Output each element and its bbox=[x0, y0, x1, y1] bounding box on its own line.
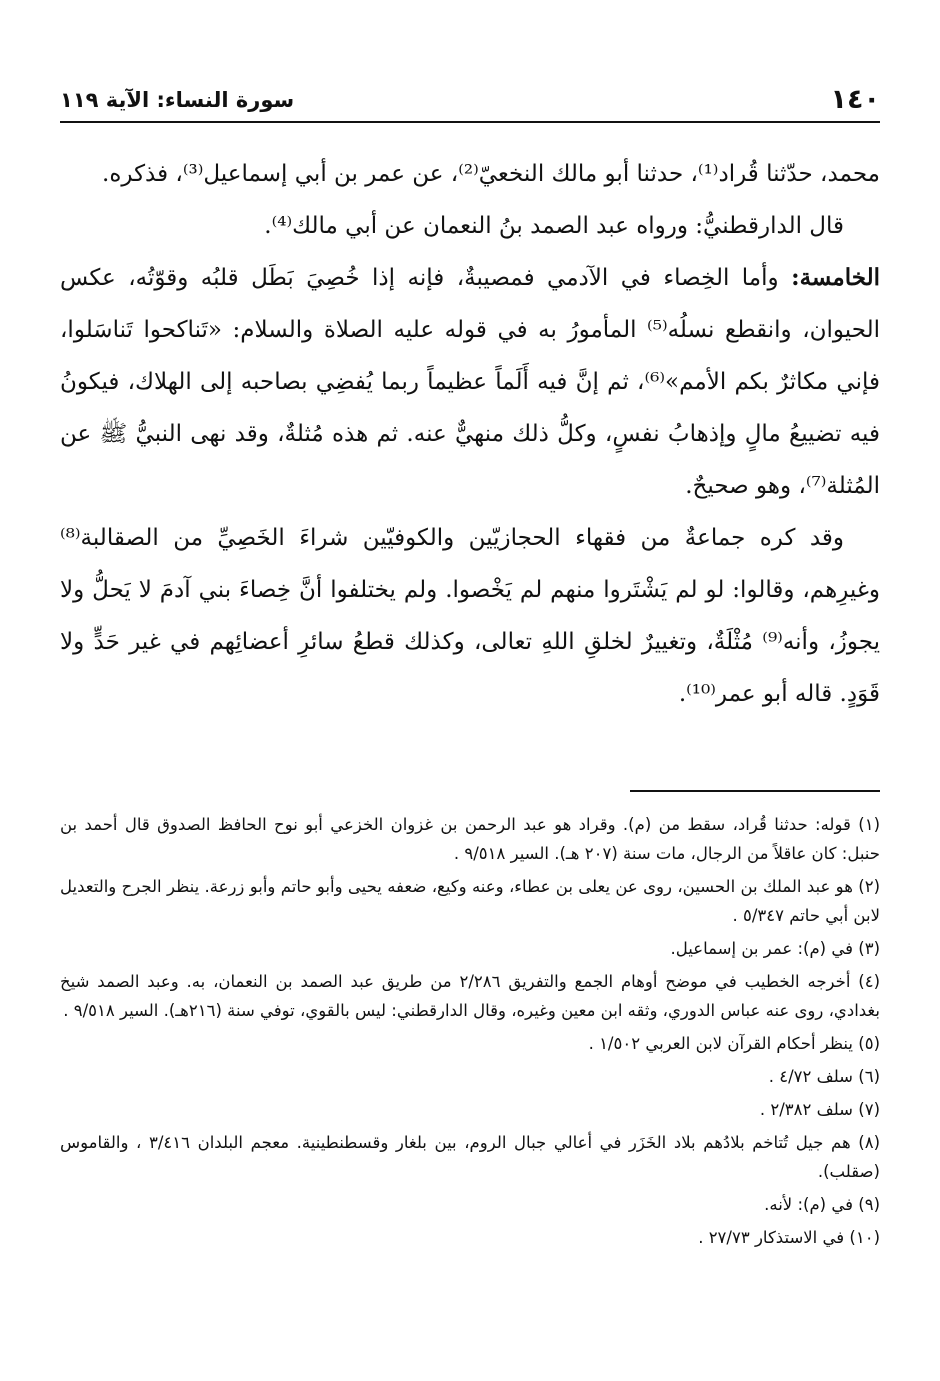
paragraph-3-text: وأما الخِصاء في الآدمي فمصيبةٌ، فإنه إذا خُصِيَ بَطَل قلبُه وقوّتُه، عكس الحيوان، وانقطع نسلُه⁽⁵⁾ المأمورُ به في قوله عليه الصلاة والسلام: «تَناكحوا تَناسَلوا، فإني مكاثرٌ بكم الأمم»⁽⁶⁾، ثم إنَّ فيه أَلَماً عظيماً ربما يُفضِي بصاحبه إلى الهلاك، فيكونُ فيه تضييعُ مالٍ وإذهابُ نفسٍ، وكلُّ ذلك منهيٌّ عنه. ثم هذه مُثلةٌ، وقد نهى النبيُّ ﷺ عن المُثلة⁽⁷⁾، وهو صحيحٌ. bbox=[60, 265, 880, 499]
paragraph-3 bbox=[60, 252, 880, 512]
main-text bbox=[60, 148, 880, 720]
footnote: (٢) هو عبد الملك بن الحسين، روى عن يعلى بن عطاء، وعنه وكيع، ضعفه يحيى وأبو حاتم وأبو زرعة. ينظر الجرح والتعديل لابن أبي حاتم ٥/٣٤٧ . bbox=[60, 877, 880, 925]
footnote: (١٠) في الاستذكار ٢٧/٧٣ . bbox=[698, 1228, 880, 1247]
footnote: (٤) أخرجه الخطيب في موضح أوهام الجمع والتفريق ٢/٢٨٦ من طريق عبد الصمد بن النعمان، به. وعبد الصمد شيخ بغدادي، روى عنه عباس الدوري، وثقه ابن معين وغيره، وقال الدارقطني: ليس بالقوي، توفي سنة (٢١٦هـ). السير ٩/٥١٨ . bbox=[60, 972, 881, 1020]
footnote: (١) قوله: حدثنا قُراد، سقط من (م). وقراد هو عبد الرحمن بن غزوان الخزعي أبو نوح الحافظ الصدوق قال أحمد بن حنبل: كان عاقلاً من الرجال، مات سنة (٢٠٧ هـ). السير ٩/٥١٨ . bbox=[60, 815, 880, 863]
footnote: (٥) ينظر أحكام القرآن لابن العربي ١/٥٠٢ . bbox=[588, 1034, 880, 1053]
page-header bbox=[60, 82, 880, 118]
paragraph-2: قال الدارقطنيُّ: ورواه عبد الصمد بنُ النعمان عن أبي مالك⁽⁴⁾. bbox=[264, 213, 844, 239]
footnotes bbox=[60, 810, 880, 1256]
paragraph-4: وقد كره جماعةٌ من فقهاء الحجازيّين والكوفيّين شراءَ الخَصِيِّ من الصقالبة⁽⁸⁾ وغيرِهم، وقالوا: لو لم يَشْتَروا منهم لم يَخْصوا. ولم يختلفوا أنَّ خِصاءَ بني آدمَ لا يَحلُّ ولا يجوزُ، وأنه⁽⁹⁾ مُثْلَةٌ، وتغييرٌ لخلقِ اللهِ تعالى، وكذلك قطعُ سائرِ أعضائِهم في غير حَدٍّ ولا قَوَدٍ. قاله أبو عمر⁽¹⁰⁾. bbox=[60, 525, 880, 707]
paragraph-1: محمد، حدّثنا قُراد⁽¹⁾، حدثنا أبو مالك النخعيّ⁽²⁾، عن عمر بن أبي إسماعيل⁽³⁾، فذكره. bbox=[102, 161, 880, 187]
running-head: سورة النساء: الآية ١١٩ bbox=[60, 88, 295, 112]
footnote-rule bbox=[630, 790, 880, 792]
footnote: (٨) هم جيل تُتاخم بلادُهم بلاد الخَزَر في أعالي جبال الروم، بين بلغار وقسطنطينية. معجم البلدان ٣/٤١٦ ، والقاموس (صقلب). bbox=[60, 1133, 880, 1181]
header-rule bbox=[60, 121, 880, 123]
footnote: (٣) في (م): عمر بن إسماعيل. bbox=[670, 939, 880, 958]
footnote: (٦) سلف ٤/٧٢ . bbox=[768, 1067, 880, 1086]
footnote: (٧) سلف ٢/٣٨٢ . bbox=[759, 1100, 880, 1119]
footnote: (٩) في (م): لأنه. bbox=[764, 1195, 880, 1214]
lead-word: الخامسة: bbox=[791, 264, 880, 291]
page-number: ١٤٠ bbox=[830, 84, 880, 115]
